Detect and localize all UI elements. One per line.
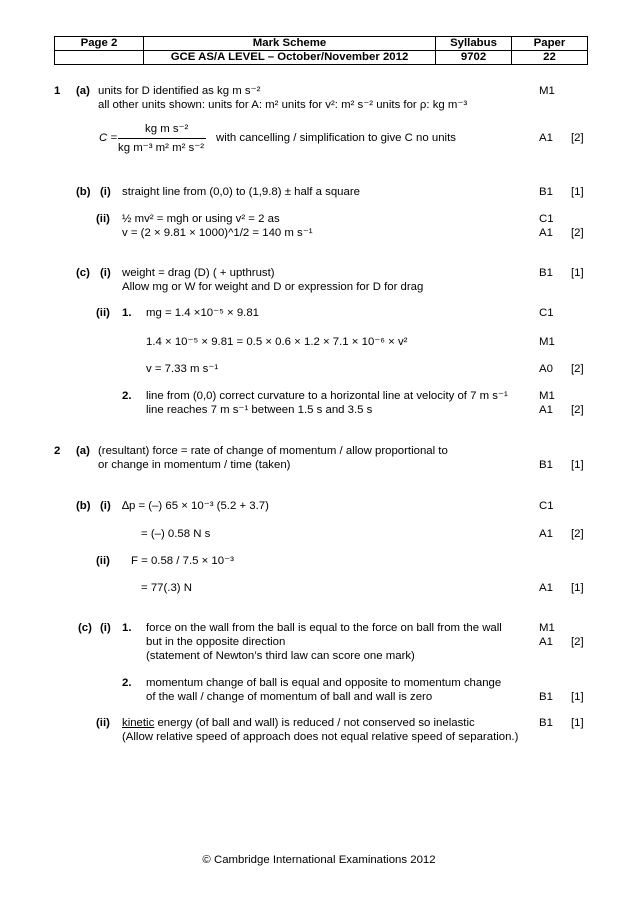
q1-a-label: (a) [76, 85, 90, 97]
q1-bi-text: straight line from (0,0) to (1,9.8) ± half a square [122, 186, 360, 198]
header-page-label: Page 2 [55, 37, 144, 51]
header-paper-value: 22 [512, 51, 588, 65]
q1-a-line1: units for D identified as kg m s⁻² [98, 85, 261, 97]
q1-cii2-mark-a1: A1 [539, 404, 553, 416]
q1-number: 1 [54, 85, 61, 97]
q2-a-total: [1] [571, 459, 584, 471]
q2-ci1-label: 1. [122, 622, 132, 634]
q1-cii-label: (ii) [96, 307, 110, 319]
q2-ci-label: (i) [100, 622, 111, 634]
q1-cii1-line2-mark: M1 [539, 336, 555, 348]
header-title-label: Mark Scheme [144, 37, 436, 51]
q2-cii-mark: B1 [539, 717, 553, 729]
q2-cii-total: [1] [571, 717, 584, 729]
q2-ci1-line2: but in the opposite direction [146, 636, 286, 648]
q1-cii2-total: [2] [571, 404, 584, 416]
q2-ci1-total: [2] [571, 636, 584, 648]
q1-a-fraction-bar [118, 138, 206, 139]
q2-cii-label: (ii) [96, 717, 110, 729]
header-paper-label: Paper [512, 37, 588, 51]
q1-cii1-line1-mark: C1 [539, 307, 554, 319]
q2-bii-mark: A1 [539, 582, 553, 594]
q1-a-total: [2] [571, 132, 584, 144]
q1-cii1-line3-mark: A0 [539, 363, 553, 375]
q1-a-frac-lhs: C = [99, 132, 118, 144]
q2-ci2-label: 2. [122, 677, 132, 689]
header-title-value: GCE AS/A LEVEL – October/November 2012 [144, 51, 436, 65]
q1-bii-label: (ii) [96, 213, 110, 225]
q2-cii-line1 [122, 716, 475, 730]
q1-cii1-line1: mg = 1.4 ×10⁻⁵ × 9.81 [146, 307, 260, 319]
header-syllabus-value: 9702 [436, 51, 512, 65]
q2-ci2-line2: of the wall / change of momentum of ball and wall is zero [146, 691, 433, 703]
header-table [54, 36, 588, 65]
q1-cii2-line1: line from (0,0) correct curvature to a horizontal line at velocity of 7 m s⁻¹ [146, 390, 508, 402]
q2-a-label: (a) [76, 445, 90, 457]
q2-cii-kinetic-word: kinetic [122, 717, 155, 729]
q1-ci-label: (i) [100, 267, 111, 279]
q2-ci2-total: [1] [571, 691, 584, 703]
q2-cii-line2: (Allow relative speed of approach does not equal relative speed of separation.) [122, 731, 519, 743]
q1-b-label: (b) [76, 186, 91, 198]
q2-c-label: (c) [78, 622, 92, 634]
q2-ci1-mark-a1: A1 [539, 636, 553, 648]
q1-bi-label: (i) [100, 186, 111, 198]
q1-a-frac-denominator: kg m⁻³ m² m² s⁻² [118, 142, 205, 154]
q2-ci1-mark-m1: M1 [539, 622, 555, 634]
q1-ci-line2: Allow mg or W for weight and D or expression for D for drag [122, 281, 424, 293]
q2-bi-line1: ∆p = (–) 65 × 10⁻³ (5.2 + 3.7) [122, 500, 269, 512]
q1-ci-line1: weight = drag (D) ( + upthrust) [122, 267, 275, 279]
q2-bii-total: [1] [571, 582, 584, 594]
header-page-value [55, 51, 144, 65]
header-syllabus-label: Syllabus [436, 37, 512, 51]
q2-bi-line2-mark: A1 [539, 528, 553, 540]
q2-a-line2: or change in momentum / time (taken) [98, 459, 291, 471]
q2-bi-line1-mark: C1 [539, 500, 554, 512]
q2-number: 2 [54, 445, 61, 457]
q1-bi-mark: B1 [539, 186, 553, 198]
q1-bii-line2: v = (2 × 9.81 × 1000)^1/2 = 140 m s⁻¹ [122, 227, 313, 239]
q1-bi-total: [1] [571, 186, 584, 198]
q2-ci1-line3: (statement of Newton’s third law can score one mark) [146, 650, 415, 662]
q1-bii-mark-a1: A1 [539, 227, 553, 239]
q1-a-line2: all other units shown: units for A: m² units for v²: m² s⁻² units for ρ: kg m⁻³ [98, 99, 468, 111]
q1-cii1-line2: 1.4 × 10⁻⁵ × 9.81 = 0.5 × 0.6 × 1.2 × 7.1 × 10⁻⁶ × v² [146, 336, 408, 348]
q1-cii2-mark-m1: M1 [539, 390, 555, 402]
q2-bii-label: (ii) [96, 555, 110, 567]
q1-bii-total: [2] [571, 227, 584, 239]
q1-bii-mark-c1: C1 [539, 213, 554, 225]
q1-cii1-total: [2] [571, 363, 584, 375]
q2-a-mark: B1 [539, 459, 553, 471]
q2-ci1-line1: force on the wall from the ball is equal to the force on ball from the wall [146, 622, 502, 634]
q1-a-frac-text: with cancelling / simplification to give C no units [216, 132, 456, 144]
q1-ci-mark: B1 [539, 267, 553, 279]
q1-a-frac-numerator: kg m s⁻² [145, 123, 189, 135]
q2-bii-line1: F = 0.58 / 7.5 × 10⁻³ [131, 555, 234, 567]
q1-bii-line1: ½ mv² = mgh or using v² = 2 as [122, 213, 280, 225]
q2-ci2-line1: momentum change of ball is equal and opposite to momentum change [146, 677, 502, 689]
q1-a-mark-a1: A1 [539, 132, 553, 144]
q1-a-mark-m1: M1 [539, 85, 555, 97]
q1-c-label: (c) [76, 267, 90, 279]
q1-cii2-line2: line reaches 7 m s⁻¹ between 1.5 s and 3.5 s [146, 404, 373, 416]
q2-a-line1: (resultant) force = rate of change of momentum / allow proportional to [98, 445, 448, 457]
q2-ci2-mark: B1 [539, 691, 553, 703]
q1-cii2-label: 2. [122, 390, 132, 402]
q1-cii1-line3: v = 7.33 m s⁻¹ [146, 363, 219, 375]
q2-bi-line2: = (–) 0.58 N s [141, 528, 211, 540]
q2-bi-total: [2] [571, 528, 584, 540]
page-footer: © Cambridge International Examinations 2012 [202, 854, 436, 866]
q1-ci-total: [1] [571, 267, 584, 279]
q1-cii1-label: 1. [122, 307, 132, 319]
q2-b-label: (b) [76, 500, 91, 512]
q2-bii-line2: = 77(.3) N [141, 582, 192, 594]
q2-bi-label: (i) [100, 500, 111, 512]
q2-cii-line1-rest: energy (of ball and wall) is reduced / not conserved so inelastic [154, 717, 475, 729]
